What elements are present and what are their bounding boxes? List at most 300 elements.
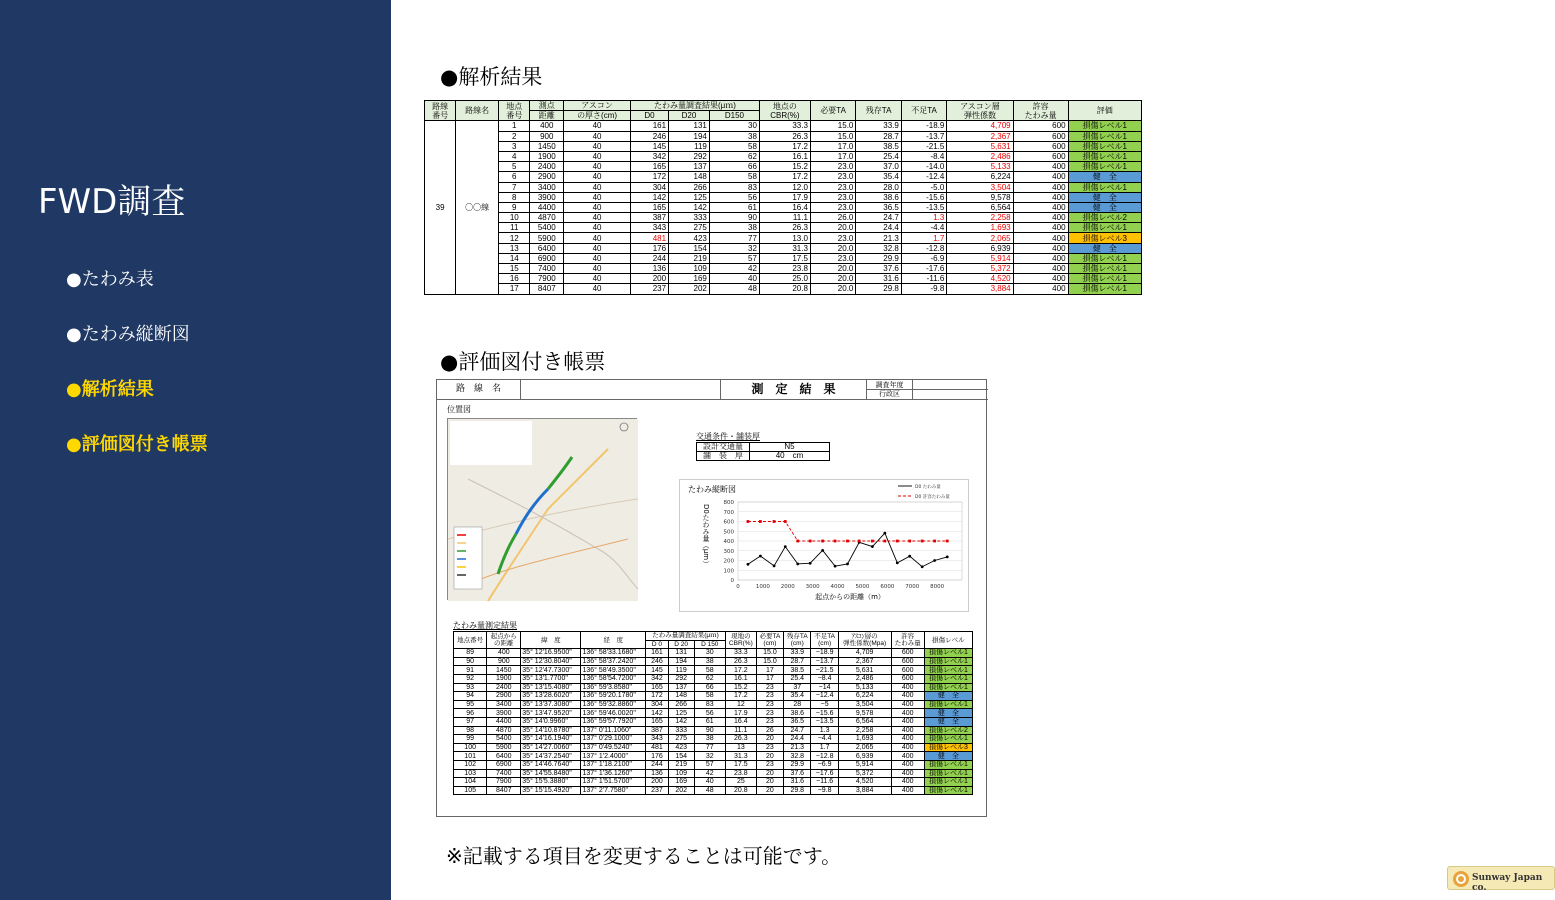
th-rem-ta: 残存TA — [856, 101, 901, 121]
data-point — [846, 540, 849, 543]
table-cell: 6,564 — [947, 202, 1013, 212]
measure-cell: 6,939 — [838, 752, 891, 761]
measure-cell: 400 — [891, 735, 924, 744]
table-cell: 40 — [564, 121, 631, 131]
measure-cell: 35° 13'1.7700" — [521, 674, 581, 683]
table-cell: 23.8 — [759, 264, 810, 274]
table-cell: 33.3 — [759, 121, 810, 131]
measure-row — [454, 735, 973, 744]
measure-row — [454, 752, 973, 761]
data-point — [921, 565, 924, 568]
table-cell: 7 — [499, 182, 530, 192]
measure-cell: 32 — [694, 752, 725, 761]
measure-cell: 1.7 — [811, 743, 838, 752]
measure-cell: 96 — [454, 709, 487, 718]
table-cell: 6 — [499, 172, 530, 182]
table-cell: 6900 — [530, 253, 564, 263]
measure-cell: 20 — [756, 735, 783, 744]
measure-cell: 137° 0'49.5240" — [581, 743, 646, 752]
measure-row — [454, 743, 973, 752]
table-cell: 23.0 — [810, 182, 855, 192]
measure-cell: 損傷レベル1 — [924, 666, 972, 675]
table-cell: 400 — [1013, 274, 1068, 284]
measure-cell: 17 — [756, 666, 783, 675]
data-point — [871, 540, 874, 543]
measure-cell: 35° 15'15.4920" — [521, 786, 581, 795]
traffic-condition-table — [696, 442, 830, 461]
measure-cell: 15.0 — [756, 649, 783, 658]
table-cell: -17.6 — [901, 264, 946, 274]
measure-cell: 200 — [646, 778, 669, 787]
table-cell: 2,486 — [947, 151, 1013, 161]
measure-cell: 136° 58'54.7200" — [581, 674, 646, 683]
measure-cell: 600 — [891, 649, 924, 658]
table-cell: -14.0 — [901, 162, 946, 172]
table-cell: 292 — [669, 151, 710, 161]
data-point — [871, 545, 874, 548]
measure-cell: 58 — [694, 692, 725, 701]
measure-cell: 1450 — [487, 666, 521, 675]
table-cell: 237 — [630, 284, 668, 294]
table-cell: 10 — [499, 213, 530, 223]
table-cell: 400 — [1013, 182, 1068, 192]
table-row — [425, 264, 1142, 274]
measure-cell: 98 — [454, 726, 487, 735]
measure-cell: 387 — [646, 726, 669, 735]
table-cell: 12.0 — [759, 182, 810, 192]
table-cell: 6,939 — [947, 243, 1013, 253]
th-ascon: アスコン — [564, 101, 631, 111]
route-name-cell: 〇〇線 — [456, 121, 499, 294]
table-cell: -11.6 — [901, 274, 946, 284]
logo-text: Sunway Japan co. — [1472, 873, 1543, 893]
measure-cell: 3400 — [487, 700, 521, 709]
table-row — [425, 141, 1142, 151]
measure-cell: 62 — [694, 674, 725, 683]
table-row — [425, 151, 1142, 161]
measure-cell: 56 — [694, 709, 725, 718]
sidebar-item-deflection-profile[interactable]: ●たわみ縦断図 — [66, 324, 190, 345]
measure-cell: 104 — [454, 778, 487, 787]
measure-cell: 17.9 — [725, 709, 756, 718]
measure-cell: 5,133 — [838, 683, 891, 692]
table-cell: 32 — [709, 243, 759, 253]
table-cell: 40 — [564, 213, 631, 223]
th-distance: 距離 — [530, 111, 564, 121]
measure-cell: 35° 13'47.9520" — [521, 709, 581, 718]
sidebar-item-analysis-result[interactable]: ●解析結果 — [66, 379, 154, 400]
table-cell: 4400 — [530, 202, 564, 212]
data-point — [796, 563, 799, 566]
sidebar-item-deflection-table[interactable]: ●たわみ表 — [66, 269, 154, 290]
measure-cell: 24.4 — [784, 735, 811, 744]
table-cell: 17.9 — [759, 192, 810, 202]
report-title: 測 定 結 果 — [721, 380, 867, 399]
measure-cell: 136° 58'33.1680" — [581, 649, 646, 658]
measure-cell: 137° 2'7.7580" — [581, 786, 646, 795]
table-cell: 25.4 — [856, 151, 901, 161]
measure-cell: 165 — [646, 717, 669, 726]
measure-cell: 16.1 — [725, 674, 756, 683]
measure-cell: 2,258 — [838, 726, 891, 735]
measure-cell: 2,065 — [838, 743, 891, 752]
table-cell: 21.3 — [856, 233, 901, 243]
measure-cell: 5,372 — [838, 769, 891, 778]
measure-cell: −21.5 — [811, 666, 838, 675]
table-cell: 35.4 — [856, 172, 901, 182]
measure-row — [454, 657, 973, 666]
measure-cell: 3,504 — [838, 700, 891, 709]
measure-cell: 6,564 — [838, 717, 891, 726]
table-cell: 154 — [669, 243, 710, 253]
measure-cell: 23 — [756, 709, 783, 718]
measure-cell: 400 — [891, 692, 924, 701]
table-cell: 11.1 — [759, 213, 810, 223]
deflection-chart — [680, 480, 970, 613]
measure-cell: 23 — [756, 683, 783, 692]
x-tick-label: 2000 — [780, 584, 795, 590]
measure-cell: 304 — [646, 700, 669, 709]
main-content — [391, 0, 1543, 900]
table-cell: 142 — [630, 192, 668, 202]
measure-cell: 35° 14'0.9960" — [521, 717, 581, 726]
table-cell: 健 全 — [1068, 243, 1141, 253]
table-cell: 38.6 — [856, 192, 901, 202]
table-cell: 38 — [709, 223, 759, 233]
table-cell: 342 — [630, 151, 668, 161]
table-cell: 165 — [630, 162, 668, 172]
measure-cell: 131 — [668, 649, 694, 658]
table-cell: -21.5 — [901, 141, 946, 151]
table-row — [425, 192, 1142, 202]
table-cell: 4870 — [530, 213, 564, 223]
table-cell: 20.0 — [810, 284, 855, 294]
table-cell: 9 — [499, 202, 530, 212]
location-map — [447, 418, 637, 600]
table-cell: 40 — [564, 274, 631, 284]
measure-cell: 35° 12'16.9500" — [521, 649, 581, 658]
measure-cell: 20 — [756, 786, 783, 795]
measure-cell: 健 全 — [924, 709, 972, 718]
table-cell: -12.8 — [901, 243, 946, 253]
measure-cell: 3900 — [487, 709, 521, 718]
table-cell: 481 — [630, 233, 668, 243]
measure-cell: 損傷レベル1 — [924, 649, 972, 658]
table-cell: 29.9 — [856, 253, 901, 263]
table-cell: -4.4 — [901, 223, 946, 233]
table-cell: 9,578 — [947, 192, 1013, 202]
measure-cell: 17.2 — [725, 666, 756, 675]
table-row — [425, 233, 1142, 243]
data-point — [747, 520, 750, 523]
measure-cell: 損傷レベル1 — [924, 657, 972, 666]
table-cell: 損傷レベル1 — [1068, 264, 1141, 274]
data-point — [896, 561, 899, 564]
sidebar-item-report-with-chart[interactable]: ●評価図付き帳票 — [66, 434, 208, 455]
table-cell: 900 — [530, 131, 564, 141]
mth-d0: D 0 — [646, 640, 669, 649]
measure-cell: 119 — [668, 666, 694, 675]
table-cell: 3 — [499, 141, 530, 151]
table-cell: 11 — [499, 223, 530, 233]
measure-cell: 105 — [454, 786, 487, 795]
table-cell: 17.0 — [810, 141, 855, 151]
measure-cell: −15.6 — [811, 709, 838, 718]
mth-eval: 損傷レベル — [924, 632, 972, 649]
table-cell: 600 — [1013, 121, 1068, 131]
table-cell: 266 — [669, 182, 710, 192]
measure-cell: 32.8 — [784, 752, 811, 761]
table-cell: 1,693 — [947, 223, 1013, 233]
measure-cell: 342 — [646, 674, 669, 683]
measure-cell: 31.6 — [784, 778, 811, 787]
table-cell: 23.0 — [810, 253, 855, 263]
mth-lack: 不足TA (cm) — [811, 632, 838, 649]
table-cell: -5.0 — [901, 182, 946, 192]
th-eval: 評価 — [1068, 101, 1141, 121]
survey-year-value — [913, 380, 988, 390]
measure-cell: 161 — [646, 649, 669, 658]
table-cell: 2,367 — [947, 131, 1013, 141]
table-cell: 38.5 — [856, 141, 901, 151]
data-point — [883, 540, 886, 543]
table-cell: 25.0 — [759, 274, 810, 284]
measure-cell: 101 — [454, 752, 487, 761]
x-tick-label: 6000 — [880, 584, 895, 590]
measure-cell: 損傷レベル2 — [924, 726, 972, 735]
measure-cell: 77 — [694, 743, 725, 752]
y-axis-label: D0たわみ量（μm） — [702, 504, 710, 568]
th-point-no: 地点 番号 — [499, 101, 530, 121]
table-cell: 40 — [564, 202, 631, 212]
table-cell: 40 — [564, 253, 631, 263]
table-cell: 損傷レベル1 — [1068, 284, 1141, 294]
measure-row — [454, 726, 973, 735]
measure-cell: −13.5 — [811, 717, 838, 726]
table-cell: 400 — [1013, 223, 1068, 233]
location-map-label: 位置図 — [447, 405, 471, 414]
measure-cell: 23 — [756, 743, 783, 752]
table-cell: 2,258 — [947, 213, 1013, 223]
table-cell: 23.0 — [810, 162, 855, 172]
table-cell: 17 — [499, 284, 530, 294]
measure-cell: 109 — [668, 769, 694, 778]
measure-cell: 4870 — [487, 726, 521, 735]
measure-cell: 137° 0'11.1060" — [581, 726, 646, 735]
mth-defl: たわみ量調査結果(μｍ) — [646, 632, 726, 641]
table-row — [425, 253, 1142, 263]
table-row — [425, 213, 1142, 223]
measure-cell: 1900 — [487, 674, 521, 683]
table-cell: 600 — [1013, 151, 1068, 161]
measure-cell: 137° 1'2.4000" — [581, 752, 646, 761]
table-cell: 38 — [709, 131, 759, 141]
table-cell: 2900 — [530, 172, 564, 182]
table-cell: 400 — [1013, 233, 1068, 243]
table-cell: 400 — [1013, 213, 1068, 223]
map-graphic — [448, 419, 638, 601]
table-cell: 3900 — [530, 192, 564, 202]
data-point — [821, 549, 824, 552]
measure-cell: 90 — [694, 726, 725, 735]
measure-cell: −5 — [811, 700, 838, 709]
data-point — [933, 559, 936, 562]
table-cell: 343 — [630, 223, 668, 233]
measure-cell: 17.2 — [725, 692, 756, 701]
measure-cell: 103 — [454, 769, 487, 778]
legend-label: D0 たわみ量 — [915, 485, 941, 490]
measure-cell: 169 — [668, 778, 694, 787]
table-cell: 40 — [564, 131, 631, 141]
table-row — [425, 284, 1142, 294]
measure-cell: 292 — [668, 674, 694, 683]
measure-cell: −8.4 — [811, 674, 838, 683]
data-point — [796, 540, 799, 543]
pave-thick-value: 40 cm — [750, 452, 830, 461]
analysis-result-heading: ●解析結果 — [440, 65, 543, 89]
measure-row — [454, 786, 973, 795]
table-cell: 8 — [499, 192, 530, 202]
table-cell: 202 — [669, 284, 710, 294]
design-traffic-label: 設計交通量 — [697, 443, 750, 452]
measure-cell: 20 — [756, 752, 783, 761]
year-district-box — [867, 380, 988, 399]
measure-cell: 94 — [454, 692, 487, 701]
table-cell: 2,065 — [947, 233, 1013, 243]
table-cell: 損傷レベル1 — [1068, 131, 1141, 141]
table-cell: 17.0 — [810, 151, 855, 161]
mth-pt-no: 地点番号 — [454, 632, 487, 649]
measure-cell: 48 — [694, 786, 725, 795]
measure-cell: 172 — [646, 692, 669, 701]
table-cell: 400 — [1013, 253, 1068, 263]
series-line — [748, 533, 947, 567]
mth-lon: 経 度 — [581, 632, 646, 649]
table-cell: 損傷レベル1 — [1068, 121, 1141, 131]
table-row — [425, 131, 1142, 141]
th-d20: D20 — [669, 111, 710, 121]
table-cell: -12.4 — [901, 172, 946, 182]
table-cell: 23.0 — [810, 233, 855, 243]
measure-cell: 100 — [454, 743, 487, 752]
table-cell: 3,504 — [947, 182, 1013, 192]
legend-label: D0 許容たわみ量 — [915, 495, 950, 500]
table-cell: 148 — [669, 172, 710, 182]
measure-cell: 28 — [784, 700, 811, 709]
measure-cell: 61 — [694, 717, 725, 726]
mth-dist: 起点からの距離 — [487, 632, 521, 649]
pave-thick-label: 舗 装 厚 — [697, 452, 750, 461]
design-traffic-value: N5 — [750, 443, 830, 452]
data-point — [809, 540, 812, 543]
measure-cell: 4400 — [487, 717, 521, 726]
table-cell: 1450 — [530, 141, 564, 151]
measure-cell: 176 — [646, 752, 669, 761]
measure-cell: 246 — [646, 657, 669, 666]
table-cell: 16 — [499, 274, 530, 284]
table-cell: 17.5 — [759, 253, 810, 263]
measure-cell: 400 — [487, 649, 521, 658]
y-tick-label: 600 — [723, 519, 734, 526]
table-cell: 5,133 — [947, 162, 1013, 172]
table-cell: 14 — [499, 253, 530, 263]
table-cell: 5900 — [530, 233, 564, 243]
measure-cell: 58 — [694, 666, 725, 675]
table-cell: 40 — [564, 243, 631, 253]
measure-cell: 38.6 — [784, 709, 811, 718]
data-point — [773, 520, 776, 523]
table-cell: 6400 — [530, 243, 564, 253]
measure-cell: 23 — [756, 760, 783, 769]
table-cell: 333 — [669, 213, 710, 223]
data-point — [784, 545, 787, 548]
measure-cell: −9.8 — [811, 786, 838, 795]
measure-cell: 8407 — [487, 786, 521, 795]
table-cell: 15.2 — [759, 162, 810, 172]
x-tick-label: 0 — [736, 584, 740, 590]
table-cell: 4,520 — [947, 274, 1013, 284]
measure-cell: 91 — [454, 666, 487, 675]
table-cell: 3400 — [530, 182, 564, 192]
table-cell: 1900 — [530, 151, 564, 161]
measure-cell: 154 — [668, 752, 694, 761]
table-cell: 61 — [709, 202, 759, 212]
measure-cell: 20 — [756, 778, 783, 787]
table-cell: 56 — [709, 192, 759, 202]
measure-cell: 35° 14'46.7640" — [521, 760, 581, 769]
table-cell: 20.8 — [759, 284, 810, 294]
data-point — [933, 540, 936, 543]
table-cell: 損傷レベル1 — [1068, 151, 1141, 161]
table-cell: 40 — [564, 233, 631, 243]
table-cell: 損傷レベル1 — [1068, 141, 1141, 151]
measure-cell: 136° 59'32.8860" — [581, 700, 646, 709]
table-cell: 7400 — [530, 264, 564, 274]
table-cell: 17.2 — [759, 141, 810, 151]
table-cell: 423 — [669, 233, 710, 243]
table-cell: 5,914 — [947, 253, 1013, 263]
measure-cell: 28.7 — [784, 657, 811, 666]
table-cell: 13 — [499, 243, 530, 253]
x-tick-label: 8000 — [930, 584, 945, 590]
measure-row — [454, 683, 973, 692]
measure-cell: 37.6 — [784, 769, 811, 778]
measure-cell: 5,631 — [838, 666, 891, 675]
th-d150: D150 — [709, 111, 759, 121]
data-point — [908, 540, 911, 543]
measure-cell: 26 — [756, 726, 783, 735]
table-cell: 400 — [1013, 172, 1068, 182]
table-cell: 40 — [564, 264, 631, 274]
measure-cell: 400 — [891, 778, 924, 787]
table-cell: 32.8 — [856, 243, 901, 253]
measure-cell: 29.9 — [784, 760, 811, 769]
table-cell: -18.9 — [901, 121, 946, 131]
table-cell: -13.5 — [901, 202, 946, 212]
table-cell: 1 — [499, 121, 530, 131]
x-tick-label: 3000 — [805, 584, 820, 590]
table-cell: 246 — [630, 131, 668, 141]
th-route-name: 路線名 — [456, 101, 499, 121]
measure-cell: 266 — [668, 700, 694, 709]
table-cell: 5,631 — [947, 141, 1013, 151]
data-point — [908, 555, 911, 558]
table-cell: 42 — [709, 264, 759, 274]
measure-cell: 99 — [454, 735, 487, 744]
table-cell: -13.7 — [901, 131, 946, 141]
measure-row — [454, 674, 973, 683]
measure-cell: 400 — [891, 769, 924, 778]
